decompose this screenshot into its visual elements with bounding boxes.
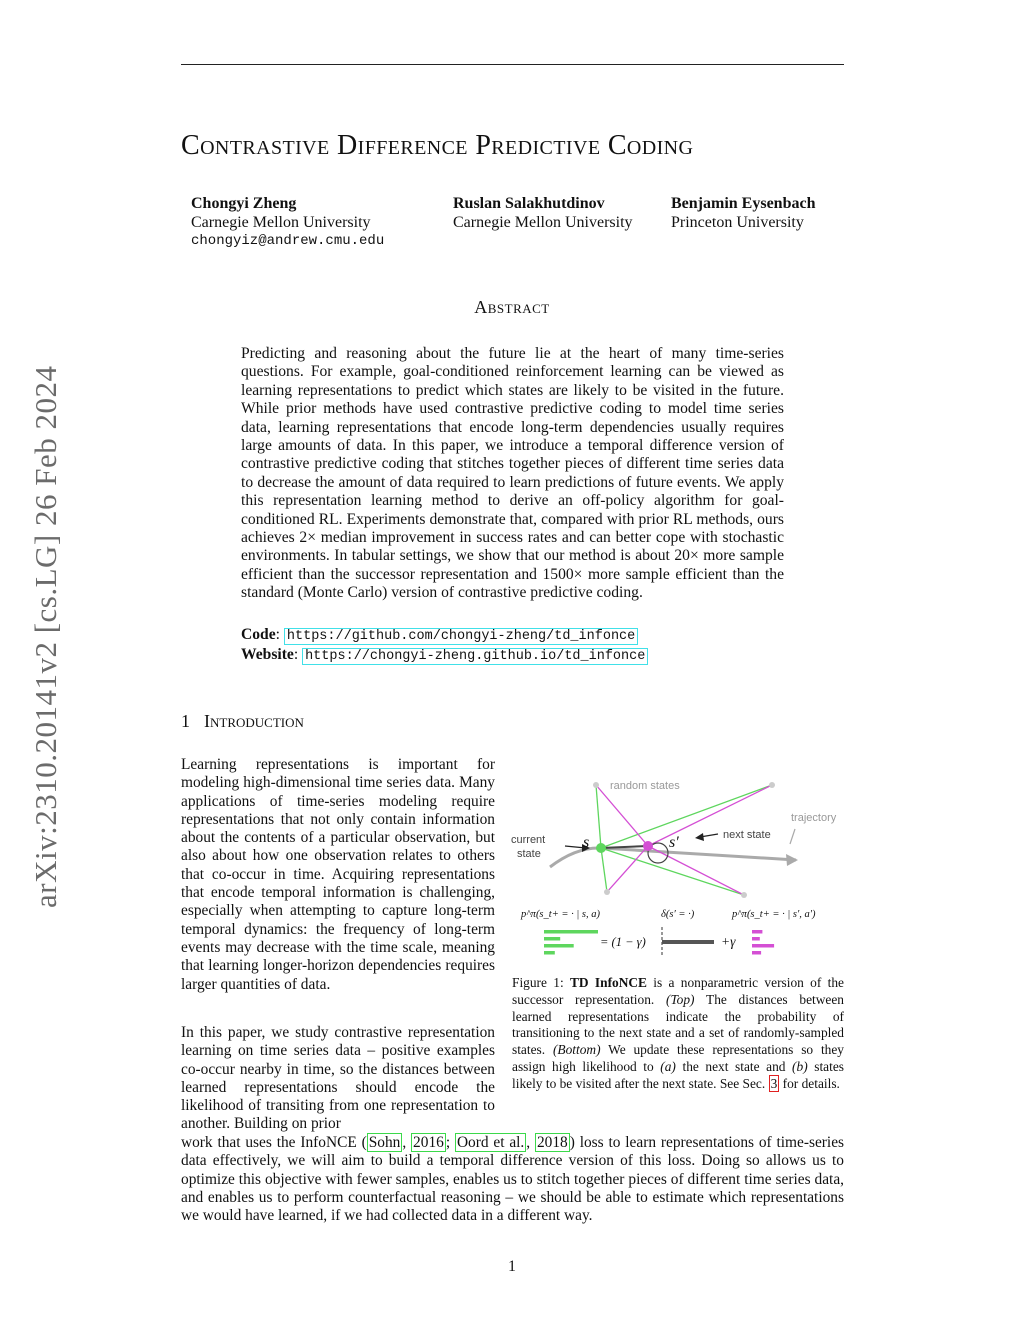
- cite-sep: ,: [402, 1134, 412, 1151]
- links-block: Code: https://github.com/chongyi-zheng/td_infonce Website: https://chongyi-zheng.github.io/td_infonce: [241, 626, 648, 667]
- random-state-dot: [741, 892, 747, 898]
- caption-top: (Top): [665, 991, 695, 1007]
- left-bar: [544, 930, 598, 934]
- code-link[interactable]: https://github.com/chongyi-zheng/td_infonce: [284, 628, 638, 645]
- intro-paragraph-2-continued: [181, 1134, 844, 1225]
- eq-mid-term: δ(s′ = ·): [661, 909, 695, 920]
- right-bar: [752, 937, 760, 941]
- right-bars: [752, 930, 774, 955]
- author-name: Benjamin Eysenbach: [671, 195, 816, 212]
- website-link[interactable]: https://chongyi-zheng.github.io/td_infonce: [302, 648, 648, 665]
- right-bar: [752, 930, 762, 934]
- section-ref-link[interactable]: 3: [770, 1075, 778, 1091]
- left-bars: [544, 930, 598, 955]
- author-name: Chongyi Zheng: [191, 195, 297, 212]
- figure-1-caption: [512, 975, 844, 1093]
- left-bar: [544, 937, 560, 941]
- current-state-dot: [596, 843, 606, 853]
- caption-label: Figure 1:: [512, 975, 564, 990]
- cite-name: Oord et al.: [456, 1134, 525, 1151]
- code-label: Code: [241, 626, 276, 643]
- caption-b: (b): [792, 1058, 808, 1074]
- intro-paragraph-2: In this paper, we study contrastive representation learning on time series data – positive examples co-occur nearby in time, so the distances between learned representations should encode the likelihood of transiting from one representation to another. Building on prior: [181, 1024, 495, 1133]
- eq-plus-term: +γ: [721, 934, 736, 949]
- caption-text: The distances between learned representations indicate the probability of transitioning to the next state and a set of randomly-sampled states.: [512, 991, 844, 1058]
- website-label: Website: [241, 646, 294, 664]
- author-email[interactable]: chongyiz@andrew.cmu.edu: [191, 233, 385, 249]
- label-random-states: random states: [610, 780, 680, 792]
- left-bar: [544, 951, 555, 955]
- label-trajectory: trajectory: [791, 812, 837, 824]
- trajectory-arrowhead: [786, 854, 798, 866]
- right-bar: [752, 944, 774, 948]
- delta-bar: [662, 940, 714, 944]
- section-title: Introduction: [204, 711, 304, 731]
- cite-sep: ,: [526, 1134, 535, 1151]
- caption-text: states likely to be visited after the next state. See Sec.: [512, 1058, 844, 1091]
- caption-bold: TD InfoNCE: [570, 975, 647, 990]
- trajectory-pointer: [790, 829, 795, 844]
- section-number: 1: [181, 711, 190, 731]
- random-state-dot: [593, 782, 599, 788]
- label-next-state: next state: [723, 829, 771, 841]
- cite-year: 2016: [413, 1134, 444, 1151]
- text-run: work that uses the InfoNCE (: [181, 1134, 367, 1151]
- caption-a: (a): [660, 1058, 676, 1074]
- author-affiliation: Carnegie Mellon University: [453, 214, 633, 231]
- page-number: 1: [508, 1258, 516, 1275]
- citation-sohn-year[interactable]: [411, 1133, 446, 1152]
- author-1: [191, 194, 384, 251]
- abstract-heading: Abstract: [474, 297, 550, 317]
- magenta-line: [607, 846, 648, 892]
- random-state-dot: [604, 889, 610, 895]
- next-arrowhead: [695, 833, 704, 841]
- cite-name: Sohn: [368, 1134, 401, 1151]
- eq-left-term: p^π(s_t+ = · | s, a): [521, 909, 600, 920]
- author-3: [671, 194, 815, 232]
- paper-title: Contrastive Difference Predictive Coding: [181, 130, 694, 161]
- eq-right-term: p^π(s_t+ = · | s′, a′): [732, 909, 816, 920]
- cite-year: 2018: [536, 1134, 568, 1151]
- caption-text: for details.: [779, 1075, 840, 1091]
- next-state-dot: [643, 841, 653, 851]
- symbol-s-prime: s′: [669, 834, 679, 851]
- green-line: [596, 785, 601, 848]
- symbol-s: s: [583, 834, 590, 851]
- magenta-line: [596, 785, 648, 846]
- figure-1-diagram: [506, 772, 846, 962]
- citation-sohn[interactable]: [367, 1133, 403, 1152]
- citation-oord[interactable]: [455, 1133, 526, 1152]
- figure-1: [506, 772, 846, 962]
- citation-oord-year[interactable]: [535, 1133, 570, 1152]
- caption-text: We update these representations so they assign high likelihood to: [512, 1042, 845, 1074]
- abstract-text: Predicting and reasoning about the future lie at the heart of many time-series questions. For example, goal-conditioned reinforcement learning can be viewed as learning representations to predict which states are likely to be visited in the future. While prior methods have used contrastive predictive coding to model time series data, learning representations that encode long-term dependencies usually requires large amounts of data. In this paper, we introduce a temporal difference version of contrastive predictive coding that stitches together pieces of different time series data to decrease the amount of data required to learn predictions of future events. We apply this representation learning method to derive an off-policy algorithm for goal-conditioned RL. Experiments demonstrate that, compared with prior RL methods, ours achieves 2× median improvement in success rates and can better cope with stochastic environments. In tabular settings, we show that our method is about 20× more sample efficient than the successor representation and 1500× more sample efficient than the standard (Monte Carlo) version of contrastive predictive coding.: [241, 345, 784, 602]
- right-bar: [752, 951, 761, 955]
- transition-line: [601, 846, 648, 848]
- label-current: current: [511, 834, 546, 846]
- random-state-dot: [769, 782, 775, 788]
- caption-text: the next state and: [675, 1058, 793, 1074]
- author-name: Ruslan Salakhutdinov: [453, 195, 605, 212]
- label-state: state: [517, 848, 541, 860]
- author-2: [453, 194, 633, 232]
- intro-paragraph-1: Learning representations is important for modeling high-dimensional time series data. Many applications of time-series modeling require representations that not only contain information about the contents of a particular observation, but also about how one observation relates to others that co-occur in time. Acquiring representations that encode temporal information is challenging, especially when attempting to capture long-term temporal dynamics: the frequency of long-term events may decrease with the time scale, meaning that learning longer-horizon dependencies requires larger quantities of data.: [181, 756, 495, 993]
- section-heading: [181, 711, 304, 732]
- caption-bottom: (Bottom): [552, 1042, 601, 1058]
- left-bar: [544, 944, 574, 948]
- green-line: [601, 848, 607, 892]
- top-rule: [181, 64, 844, 65]
- eq-equals-term: = (1 − γ): [600, 935, 646, 949]
- author-affiliation: Carnegie Mellon University: [191, 214, 371, 231]
- text-run: ) loss to learn representations of time-series data effectively, we will aim to build a temporal difference version of this loss. Doing so allows us to optimize this objective with fewer samples, enables us to stitch together pieces of different time series data, and enables us to perform counterfactual reasoning – we should be able to estimate which representations we would have learned, if we had collected data in a different way.: [181, 1134, 845, 1225]
- arxiv-stamp: arXiv:2310.20141v2 [cs.LG] 26 Feb 2024: [28, 365, 63, 908]
- cite-sep: ;: [445, 1134, 455, 1151]
- author-affiliation: Princeton University: [671, 214, 804, 231]
- caption-text: is a nonparametric version of the successor representation.: [512, 975, 844, 1007]
